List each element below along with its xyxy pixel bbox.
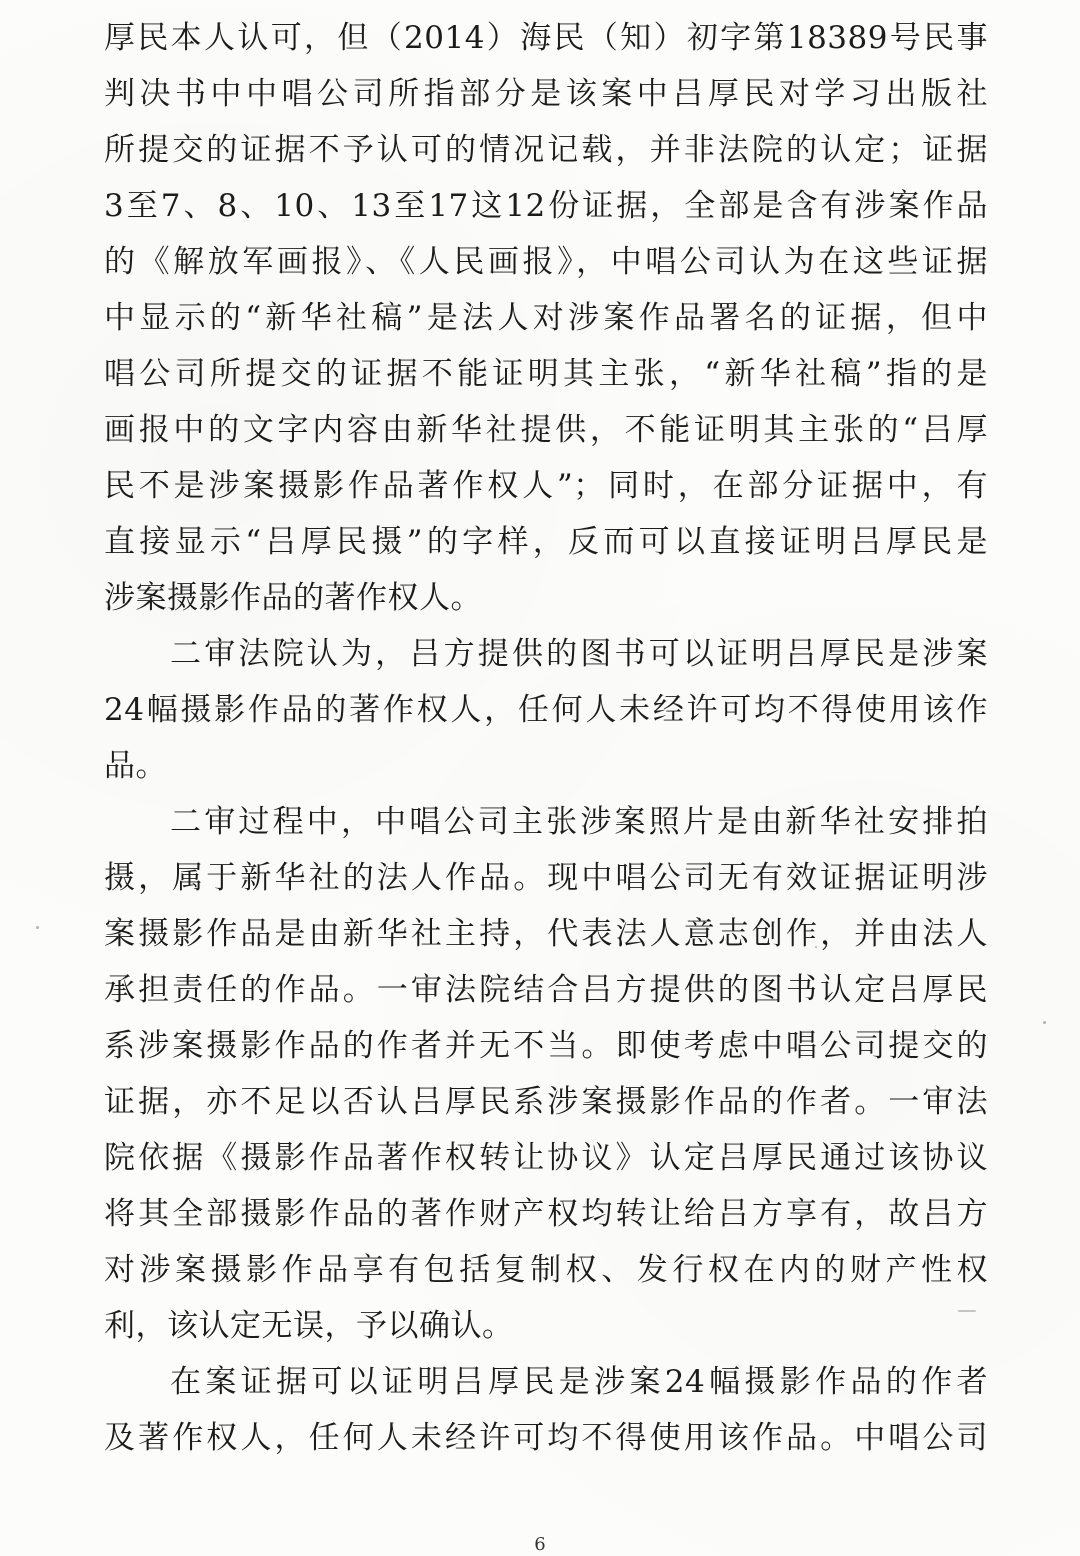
scan-mark xyxy=(958,1310,976,1312)
scan-speck xyxy=(36,926,39,929)
text-line: 民不是涉案摄影作品著作权人”；同时，在部分证据中，有 xyxy=(104,468,988,504)
text-line: 系涉案摄影作品的作者并无不当。即使考虑中唱公司提交的 xyxy=(104,1028,988,1064)
text-line: 所提交的证据不予认可的情况记载，并非法院的认定；证据 xyxy=(104,132,988,168)
text-line: 直接显示“吕厚民摄”的字样，反而可以直接证明吕厚民是 xyxy=(104,524,988,560)
page-number: 6 xyxy=(534,1534,546,1555)
paragraph-first-line: 二审过程中，中唱公司主张涉案照片是由新华社安排拍 xyxy=(170,804,988,840)
text-line: 24幅摄影作品的著作权人，任何人未经许可均不得使用该作 xyxy=(104,692,988,728)
text-line: 将其全部摄影作品的著作财产权均转让给吕方享有，故吕方 xyxy=(104,1196,988,1232)
text-line: 利，该认定无误，予以确认。 xyxy=(104,1308,514,1344)
paragraph-first-line: 二审法院认为，吕方提供的图书可以证明吕厚民是涉案 xyxy=(170,636,988,672)
text-line: 院依据《摄影作品著作权转让协议》认定吕厚民通过该协议 xyxy=(104,1140,988,1176)
text-line: 画报中的文字内容由新华社提供，不能证明其主张的“吕厚 xyxy=(104,412,988,448)
text-line: 的《解放军画报》、《人民画报》，中唱公司认为在这些证据 xyxy=(104,244,988,280)
text-line: 对涉案摄影作品享有包括复制权、发行权在内的财产性权 xyxy=(104,1252,988,1288)
text-line: 证据，亦不足以否认吕厚民系涉案摄影作品的作者。一审法 xyxy=(104,1084,988,1120)
text-line: 及著作权人，任何人未经许可均不得使用该作品。中唱公司 xyxy=(104,1420,988,1456)
text-line: 案摄影作品是由新华社主持，代表法人意志创作，并由法人 xyxy=(104,916,988,952)
text-line: 判决书中中唱公司所指部分是该案中吕厚民对学习出版社 xyxy=(104,76,988,112)
paragraph-first-line: 在案证据可以证明吕厚民是涉案24幅摄影作品的作者 xyxy=(170,1364,988,1400)
text-line: 中显示的“新华社稿”是法人对涉案作品署名的证据，但中 xyxy=(104,300,988,336)
scan-speck xyxy=(1043,1021,1046,1024)
text-line: 承担责任的作品。一审法院结合吕方提供的图书认定吕厚民 xyxy=(104,972,988,1008)
text-line: 厚民本人认可，但（2014）海民（知）初字第18389号民事 xyxy=(104,20,988,56)
text-line: 品。 xyxy=(104,748,167,784)
text-line: 摄，属于新华社的法人作品。现中唱公司无有效证据证明涉 xyxy=(104,860,988,896)
text-line: 3至7、8、10、13至17这12份证据，全部是含有涉案作品 xyxy=(104,188,988,224)
text-line: 唱公司所提交的证据不能证明其主张，“新华社稿”指的是 xyxy=(104,356,988,392)
text-line: 涉案摄影作品的著作权人。 xyxy=(104,580,482,616)
scan-speck xyxy=(815,946,817,948)
